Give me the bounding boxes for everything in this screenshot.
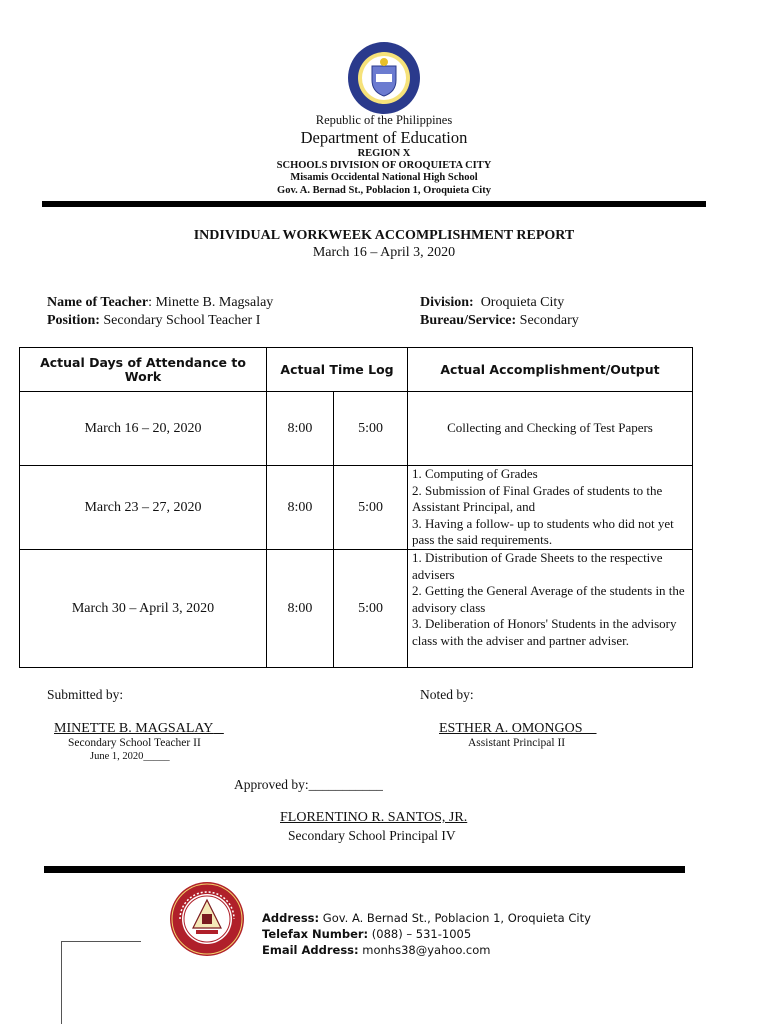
output-line: 1. Computing of Grades bbox=[412, 466, 538, 481]
submitted-name-text: MINETTE B. MAGSALAY bbox=[54, 721, 214, 736]
submitted-by-label: Submitted by: bbox=[47, 687, 124, 702]
position-label: Position: bbox=[47, 313, 100, 328]
row-days: March 16 – 20, 2020 bbox=[20, 392, 267, 466]
approved-name-text: FLORENTINO R. SANTOS, JR. bbox=[280, 810, 468, 825]
bureau-value: Secondary bbox=[519, 313, 579, 328]
bureau-label: Bureau/Service: bbox=[420, 313, 517, 328]
header-divider bbox=[42, 201, 706, 207]
school-name: Misamis Occidental National High School bbox=[290, 172, 478, 183]
submitted-date: June 1, 2020_____ bbox=[90, 751, 170, 762]
division-office-name: SCHOOLS DIVISION OF OROQUIETA CITY bbox=[276, 160, 492, 171]
telefax-label: Telefax Number: bbox=[262, 927, 369, 942]
address-label: Address: bbox=[262, 911, 320, 925]
division-label: Division: bbox=[420, 295, 474, 310]
school-seal-icon bbox=[168, 880, 246, 958]
division-field bbox=[420, 295, 564, 311]
table-row bbox=[20, 392, 693, 466]
teacher-label: Name of Teacher bbox=[47, 295, 149, 310]
position-value: Secondary School Teacher I bbox=[103, 313, 261, 328]
footer-divider bbox=[44, 866, 685, 873]
telefax-value: (088) – 531-1005 bbox=[371, 927, 472, 942]
teacher-value: : Minette B. Magsalay bbox=[148, 295, 274, 310]
row-time-in: 8:00 bbox=[267, 550, 334, 668]
row-output bbox=[408, 550, 693, 668]
department-name: Department of Education bbox=[300, 128, 468, 147]
row-days: March 23 – 27, 2020 bbox=[20, 466, 267, 550]
output-line: 3. Deliberation of Honors' Students in the advisory class with the adviser and partner adviser. bbox=[412, 616, 677, 648]
output-line: Collecting and Checking of Test Papers bbox=[447, 420, 653, 436]
table-row bbox=[20, 466, 693, 550]
noted-by-label: Noted by: bbox=[420, 687, 474, 702]
output-line: 1. Distribution of Grade Sheets to the respective advisers bbox=[412, 550, 663, 582]
table-header-row bbox=[20, 348, 693, 392]
school-address: Gov. A. Bernad St., Poblacion 1, Oroquieta City bbox=[277, 185, 491, 196]
teacher-name-field bbox=[47, 295, 273, 311]
row-output bbox=[408, 466, 693, 550]
corner-mark-vertical bbox=[61, 941, 62, 1024]
position-field bbox=[47, 313, 260, 329]
noted-title: Assistant Principal II bbox=[468, 737, 566, 749]
header-days: Actual Days of Attendance to Work bbox=[20, 348, 267, 392]
table-row bbox=[20, 550, 693, 668]
submitted-name bbox=[54, 721, 244, 737]
accomplishment-table bbox=[19, 347, 693, 668]
corner-mark-horizontal bbox=[61, 941, 141, 942]
noted-name-text: ESTHER A. OMONGOS bbox=[439, 721, 583, 736]
footer-address bbox=[262, 910, 591, 926]
bureau-field bbox=[420, 313, 579, 329]
footer-email bbox=[262, 942, 591, 958]
footer-telefax bbox=[262, 926, 591, 942]
row-time-out: 5:00 bbox=[334, 392, 408, 466]
row-time-out: 5:00 bbox=[334, 466, 408, 550]
report-period: March 16 – April 3, 2020 bbox=[312, 245, 456, 260]
row-output bbox=[408, 392, 693, 466]
division-value: Oroquieta City bbox=[480, 295, 565, 310]
output-line: 2. Getting the General Average of the students in the advisory class bbox=[412, 583, 685, 615]
submitted-title: Secondary School Teacher II bbox=[68, 737, 201, 749]
header-time-log: Actual Time Log bbox=[267, 348, 408, 392]
deped-seal-icon bbox=[346, 40, 422, 116]
output-line: 3. Having a follow- up to students who did not yet pass the said requirements. bbox=[412, 515, 674, 547]
country-name: Republic of the Philippines bbox=[315, 113, 453, 127]
email-label: Email Address: bbox=[262, 943, 359, 958]
address-value: Gov. A. Bernad St., Poblacion 1, Oroquieta City bbox=[322, 911, 591, 925]
row-time-in: 8:00 bbox=[267, 392, 334, 466]
approved-title: Secondary School Principal IV bbox=[288, 828, 456, 843]
report-title: INDIVIDUAL WORKWEEK ACCOMPLISHMENT REPORT bbox=[193, 228, 575, 243]
output-line: 2. Submission of Final Grades of students to the Assistant Principal, and bbox=[412, 482, 663, 514]
region-name: REGION X bbox=[357, 148, 411, 159]
row-time-in: 8:00 bbox=[267, 466, 334, 550]
noted-name bbox=[439, 721, 619, 737]
row-time-out: 5:00 bbox=[334, 550, 408, 668]
footer-contact bbox=[262, 910, 591, 958]
header-output: Actual Accomplishment/Output bbox=[408, 348, 693, 392]
row-days: March 30 – April 3, 2020 bbox=[20, 550, 267, 668]
approved-name bbox=[280, 810, 467, 826]
email-value: monhs38@yahoo.com bbox=[362, 943, 491, 958]
approved-by-label: Approved by:___________ bbox=[234, 777, 383, 792]
